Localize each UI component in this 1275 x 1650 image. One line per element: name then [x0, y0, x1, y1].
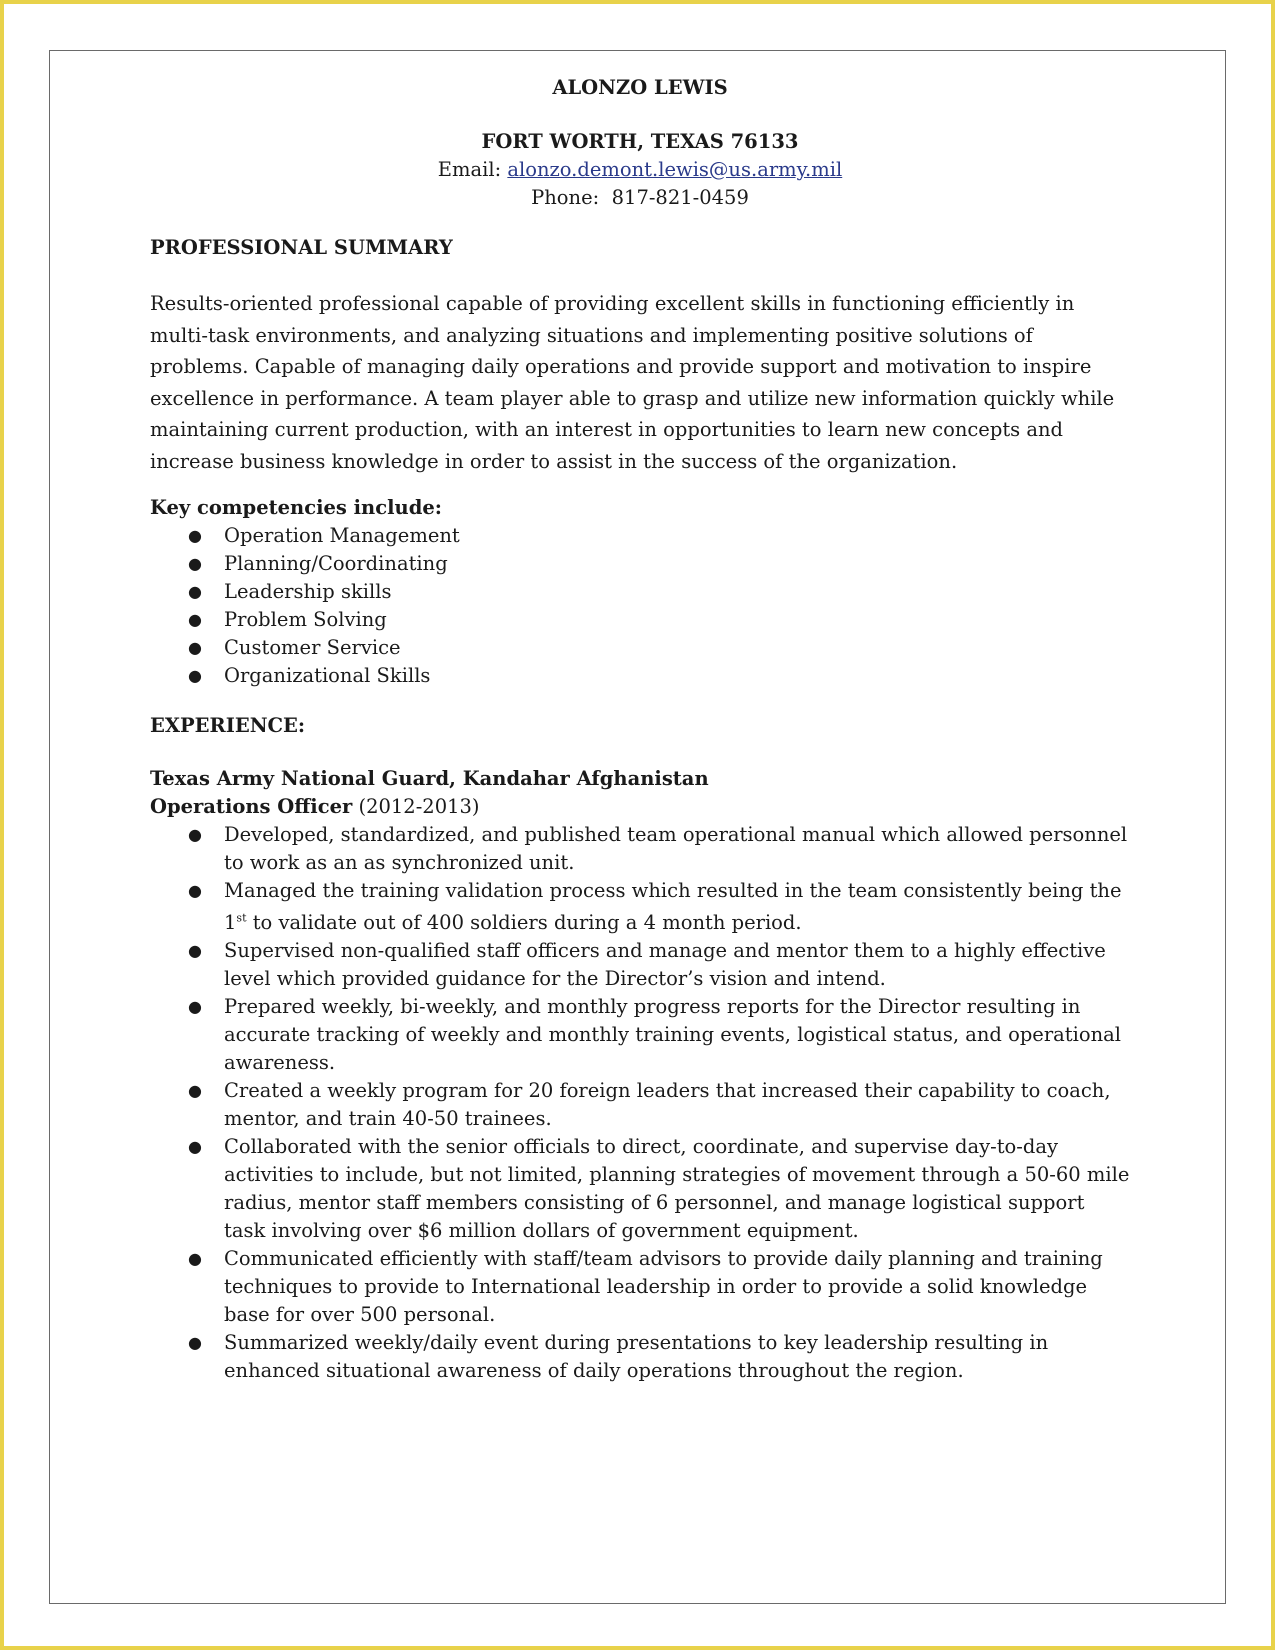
bullet-icon: ●	[188, 637, 202, 657]
list-item	[150, 634, 1130, 662]
resume-document	[150, 72, 1130, 1385]
phone-number: 817-821-0459	[611, 186, 749, 209]
duty-text: Summarized weekly/daily event during presentations to key leadership resulting in enhanced situational awareness of daily operations throughout the region.	[224, 1331, 1049, 1383]
duty-text: Communicated efficiently with staff/team advisors to provide daily planning and training techniques to provide to International leadership in order to provide a solid knowledge base for over 500 personal.	[224, 1247, 1103, 1327]
duty-text	[224, 879, 1122, 935]
list-item	[150, 606, 1130, 634]
bullet-icon: ●	[188, 581, 202, 601]
duty-text-part: Managed the training validation process which resulted in the team consistently being the 1	[224, 878, 1122, 935]
list-item	[150, 1245, 1130, 1329]
list-item	[150, 550, 1130, 578]
list-item	[150, 522, 1130, 550]
email-link[interactable]: alonzo.demont.lewis@us.army.mil	[507, 158, 843, 181]
summary-heading: PROFESSIONAL SUMMARY	[150, 236, 453, 259]
duty-text: Collaborated with the senior officials to direct, coordinate, and supervise day-to-day activities to include, but not limited, planning strategies of movement through a 50-60 mile radius, mentor staff members consisting of 6 personnel, and manage logistical support task involving over $6 million dollars of government equipment.	[224, 1135, 1130, 1243]
duty-text: Developed, standardized, and published team operational manual which allowed personnel to work as an as synchronized unit.	[224, 822, 1128, 874]
list-item	[150, 821, 1130, 877]
bullet-icon: ●	[188, 997, 202, 1017]
competency-label: Organizational Skills	[224, 663, 431, 687]
duty-text: Prepared weekly, bi-weekly, and monthly progress reports for the Director resulting in accurate tracking of weekly and monthly training events, logistical status, and operational awareness.	[224, 995, 1122, 1075]
ordinal-suffix: st	[236, 911, 247, 925]
duties-list	[150, 821, 1130, 1386]
bullet-icon: ●	[188, 824, 202, 844]
list-item	[150, 662, 1130, 690]
bullet-icon: ●	[188, 665, 202, 685]
duty-text: Supervised non-qualified staff officers and manage and mentor them to a highly effective level which provided guidance for the Director’s vision and intend.	[224, 939, 1106, 991]
phone-line	[150, 184, 1130, 212]
bullet-icon: ●	[188, 1249, 202, 1269]
duty-text-part: to validate out of 400 soldiers during a 4 month period.	[246, 911, 802, 935]
competency-label: Planning/Coordinating	[224, 551, 448, 575]
candidate-name: ALONZO LEWIS	[552, 76, 728, 99]
summary-paragraph: Results-oriented professional capable of providing excellent skills in functioning efficiently in multi-task environments, and analyzing situations and implementing positive solutions of problems. Capable of managing daily operations and provide support and motivation to inspire excellence in performance. A team player able to grasp and utilize new information quickly while maintaining current production, with an interest in opportunities to learn new concepts and increase business knowledge in order to assist in the success of the organization.	[150, 292, 1115, 473]
competency-label: Leadership skills	[224, 579, 392, 603]
competency-label: Problem Solving	[224, 607, 387, 631]
competency-label: Operation Management	[224, 523, 460, 547]
competencies-list	[150, 522, 1130, 690]
bullet-icon: ●	[188, 941, 202, 961]
phone-label: Phone:	[531, 186, 612, 209]
list-item	[150, 937, 1130, 993]
list-item	[150, 578, 1130, 606]
list-item	[150, 993, 1130, 1077]
experience-heading: EXPERIENCE:	[150, 713, 306, 737]
email-label: Email:	[437, 158, 508, 181]
email-line	[150, 156, 1130, 184]
list-item	[150, 1133, 1130, 1245]
employer-name: Texas Army National Guard, Kandahar Afghanistan	[150, 766, 709, 790]
bullet-icon: ●	[188, 525, 202, 545]
competency-label: Customer Service	[224, 635, 401, 659]
competencies-heading: Key competencies include:	[150, 495, 442, 519]
candidate-location: FORT WORTH, TEXAS 76133	[481, 130, 799, 153]
job-line	[150, 793, 1130, 821]
bullet-icon: ●	[188, 1333, 202, 1353]
job-title: Operations Officer	[150, 794, 353, 818]
job-dates: (2012-2013)	[352, 794, 480, 818]
list-item	[150, 877, 1130, 938]
bullet-icon: ●	[188, 1081, 202, 1101]
list-item	[150, 1329, 1130, 1385]
bullet-icon: ●	[188, 553, 202, 573]
duty-text: Created a weekly program for 20 foreign leaders that increased their capability to coach, mentor, and train 40-50 trainees.	[224, 1079, 1111, 1131]
bullet-icon: ●	[188, 880, 202, 900]
list-item	[150, 1077, 1130, 1133]
bullet-icon: ●	[188, 609, 202, 629]
bullet-icon: ●	[188, 1137, 202, 1157]
